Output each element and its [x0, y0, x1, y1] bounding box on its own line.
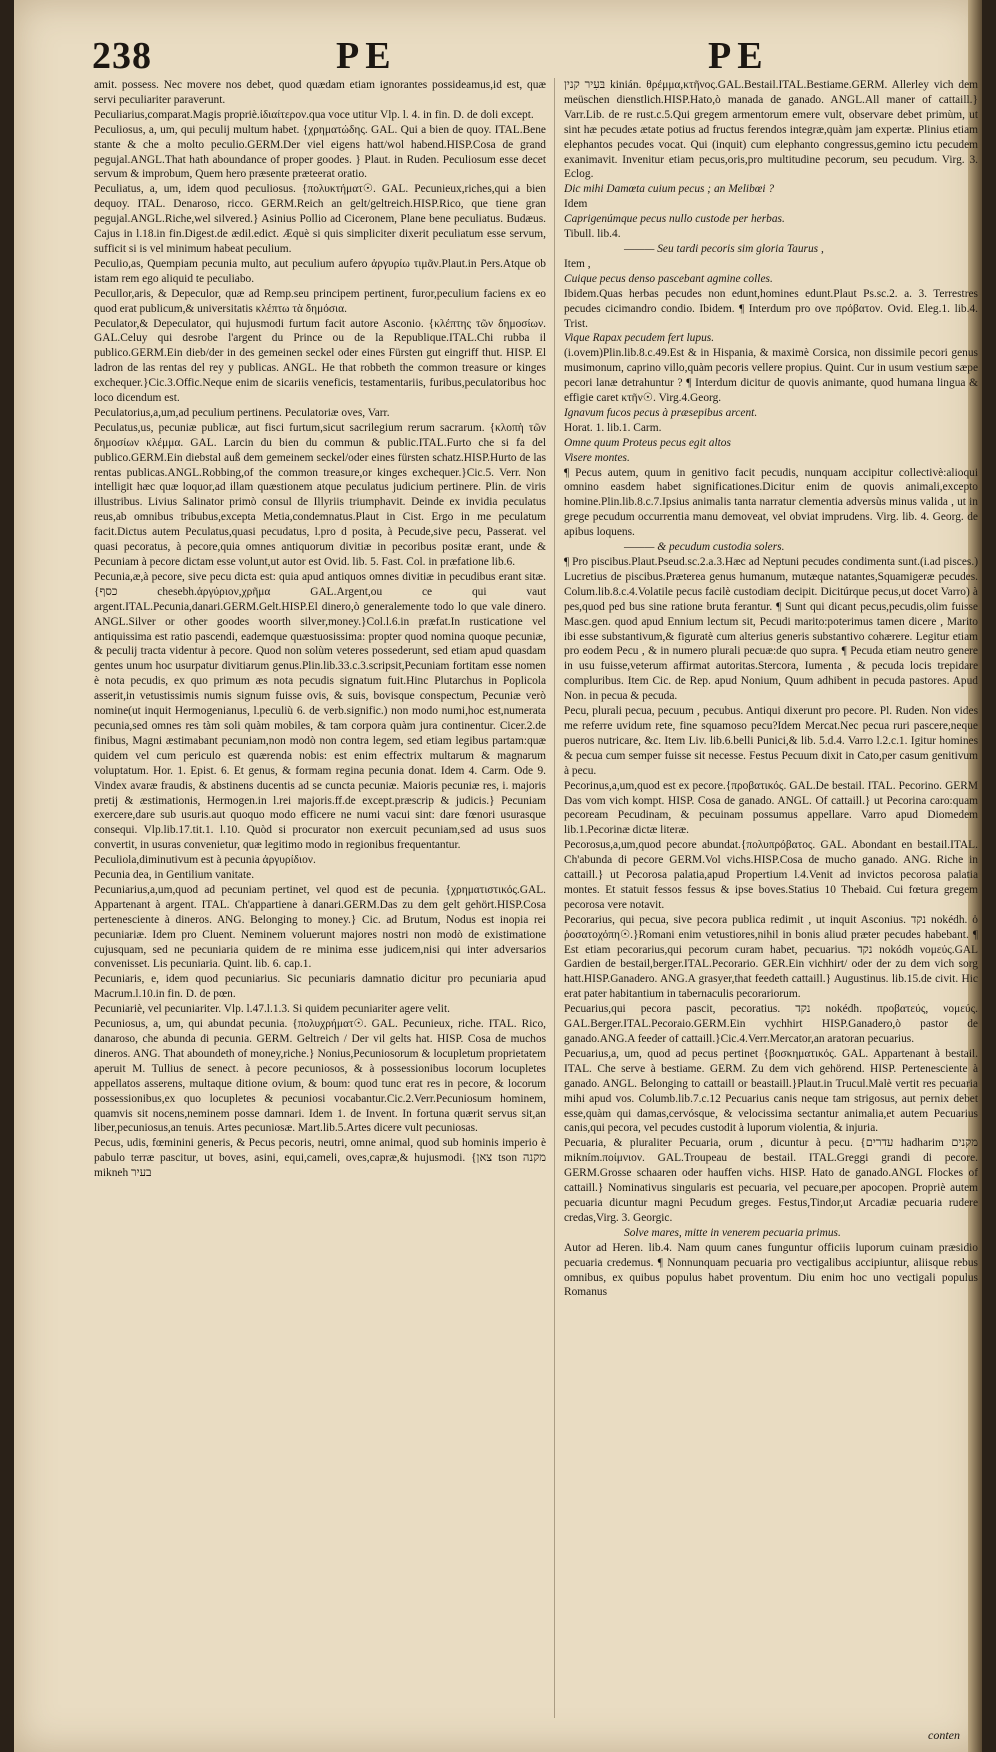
verse-quotation: Caprigenúmque pecus nullo custode per herbas.: [564, 213, 785, 226]
catchword: conten: [928, 1728, 960, 1742]
entry-text: Peculatus,us, pecuniæ publicæ, aut fisci furtum,sicut sacrilegium rerum sacrarum. {κλοπὴ τῶν δημοσίων κλέμμα. GAL. Larcin du bien du commun & public.ITAL.Furto che si fa del publico.GERM.Ein diebstal auß dem gemeinem seckel/oder eines fürsten schatz.HISP.Hurto de las rentas publicas.ANGL.Robbing,of the common treasure,or kinges exchequer.}Cic.5. Verr. Non intelligit hæc quæ loquor,ad illam quæstionem atque peculatus judicium pertinere. Plin. de viris illustribus. Livius Salinator primò consul de Illyriis triumphavit. Deinde ex invidia peculatus reus,ab omnibus tribubus,excepta Metia,condemnatus.Plaut in Cist. Ergo in me peculatum facit.Dictus autem Peculatus,quasi pecudatus, l.pro d posita, à Pecude,sive pecu, Passerat. vel quasi pecoratus, à pecore,quia omnes antiquorum divitiæ in pecoribus positæ erant, unde & Pecuniam à pecore dictam esse volunt,ut autor est Ovid. lib. 5. Fast. Col. in præfatione lib.6.: [94, 421, 546, 568]
entry-text: Pecuniaris, e, idem quod pecuniarius. Sic pecuniaris damnatio dicitur pro pecuniaria apud Macrum.l.10.in fin. D. de pœn.: [94, 973, 546, 1001]
entry-text: בּעִיר קנין kinián. θρέμμα,κτῆνος.GAL.Bestail.ITAL.Bestiame.GERM. Allerley vich dem meüschen dienstlich.HISP.Hato,ò manada de ganado. ANGL.All maner of cattaill.} Varr.Lib. de re rust.c.5.Qui gregem armentorum emere vult, observare debet primùm, ut sint hæ pecudes ætate potius ad fructus ferendos integræ,quàm jam expertæ. Plinius etiam elephantos pecudes vocat. Qui (inquit) cum elephanto congressus,gemino ictu pecudem exanimavit. Invenitur etiam pecus,oris,pro multitudine pecorum, seu pecudum. Virg. 3. Eclog.: [564, 79, 978, 181]
verse-quotation: Visere montes.: [564, 451, 630, 464]
entry-text: (i.ovem)Plin.lib.8.c.49.Est & in Hispania, & maximè Corsica, non dissimile pecori genus musimonum, caprino villo,quàm pecoris vellere propius. Quint. Cur in usum vestium sæpe pecori lanæ detrahuntur ? ¶ Interdum dicitur de quovis animante, quod humana lingua & effigie caret κτῆν☉. Virg.4.Georg.: [564, 347, 978, 405]
entry-text: Peculator,& Depeculator, qui hujusmodi furtum facit autore Asconio. {κλέπτης τῶν δημοσίων. GAL.Celuy qui desrobe l'argent du Prince ou de la Republique.ITAL.Chi rubba il publico.GERM.Ein dieb/der in des gemeinen seckel oder eines Fürsten gut eingriff thut. HISP. El ladron de las rentas del rey y publicas. ANGL. He that robbeth the common treasure or kinges exchequer.}Cic.3.Offic.Neque enim de sicariis veneficis, testamentariis, furibus,peculatoribus hoc loco dicendum est.: [94, 317, 546, 405]
entry-text: Pecorarius, qui pecua, sive pecora publica redimit , ut inquit Asconius. נקד nokédh. ὁ ῥοσατοχόπη☉.}Romani enim vetustiores,nihil in bonis aliud præter pecudes habebant. ¶ Est etiam pecorarius,qui pecorum curam habet, pecuarius. נקד nokódh νομεύς.GAL Gardien de bestail,berger.ITAL.Pecorario. GER.Ein vichhirt/ oder der zu dem vich sorg hatt.HISP.Ganadero. ANG.A grasyer,that feedeth cattaill.} Augustinus. lib.15.de civit. Hic erat pater habitantium in tabernaculis pecorariorum.: [564, 913, 978, 1001]
verse-quotation: ——— & pecudum custodia solers.: [624, 541, 785, 554]
page-header: [14, 30, 982, 78]
page-number: 238: [92, 35, 152, 77]
citation-source: Idem: [564, 198, 588, 211]
entry-text: Pecorosus,a,um,quod pecore abundat.{πολυπρόβατος. GAL. Abondant en bestail.ITAL. Ch'abunda di pecore GERM.Vol vichs.HISP.Cosa de mucho ganado. ANG. Riche in cattaill.} ut Pecorosa palatia,apud Propertium l.4.Venit ad invictos pecorosa palatia montes. Et statuit fessos fessus & ipse boves.Statius 10 Thebaid. Cui fœtura gregem pecorosa vere notavit.: [564, 839, 978, 911]
column-divider: [554, 78, 555, 1718]
verse-quotation: Omne quum Proteus pecus egit altos: [564, 436, 731, 449]
entry-text: Peculio,as, Quempiam pecunia multo, aut peculium aufero ἀργυρίω τιμᾶν.Plaut.in Pers.Atque ob istam rem ego aliquid te peculiabo.: [94, 257, 546, 285]
citation-source: Horat. 1. lib.1. Carm.: [564, 421, 662, 434]
running-head-right: PE: [708, 35, 769, 77]
entry-text: Pecuarius,a, um, quod ad pecus pertinet {βοσκηματικός. GAL. Appartenant à bestail. ITAL. Che serve à bestiame. GERM. Zu dem vich gehörend. HISP. Pertenesciente à ganado. ANGL. Belonging to cattaill or beastaill.}Plaut.in Trucul.Malè vertit res pecuaria mihi apud vos. Columb.lib.7.c.12 Pecuarius canis neque tam strigosus, aut pernix debet esse,quàm qui damas,cervósque, & velocissima sectantur animalia,et autem Pecuarius canis,qui pecora, vel pecudes custodit à luporum violentia, & injuria.: [564, 1047, 978, 1135]
verse-quotation: ——— Seu tardi pecoris sim gloria Taurus ,: [624, 242, 824, 255]
entry-text: Pecuniarius,a,um,quod ad pecuniam pertinet, vel quod est de pecunia. {χρηματιστικός.GAL. Appartenant à argent. ITAL. Ch'appartiene à danari.GERM.Das zu dem gelt gehört.HISP.Cosa pertenesciente à dineros. ANG. Belonging to money.} Cic. ad Brutum, Nodus est inopia rei pecuniariæ. Idem pro Cluent. Neminem voluerunt majores nostri non modò de existimatione cujusquam, sed ne pecuniaria quidem de re minima esse judicem,nisi qui inter adversarios convenisset. Lis pecuniaria. Quint. lib. 6. cap.1.: [94, 883, 546, 971]
left-column: [94, 78, 546, 1728]
verse-quotation: Dic mihi Damœta cuium pecus ; an Melibœi ?: [564, 183, 775, 196]
entry-text: Peculiatus, a, um, idem quod peculiosus. {πολυκτήματ☉. GAL. Pecunieux,riches,qui a bien dequoy. ITAL. Denaroso, ricco. GERM.Reich an gelt/geltreich.HISP.Rico, que tiene gran pegujal.ANGL.Riche,wel silvered.} Asinius Pollio ad Ciceronem, Plane bene peculiatus. Budæus. Cajus in l.18.in fin.Digest.de ædil.edict. Æquè si quis simpliciter dixerit peculiatum esse servum, sufficit si is vel minimum habeat peculium.: [94, 183, 546, 255]
entry-text: Autor ad Heren. lib.4. Nam quum canes funguntur officiis luporum cuinam præsidio pecuaria credemus. ¶ Nonnunquam pecuaria pro vectigalibus accipiuntur, aliisque rebus omnibus, ex quibus populus habet proventum. Diu enim hoc uno vectigali populus Romanus: [564, 1241, 978, 1299]
verse-quotation: Ignavum fucos pecus à præsepibus arcent.: [564, 406, 758, 419]
entry-text: Pecuniosus, a, um, qui abundat pecunia. {πολυχρήματ☉. GAL. Pecunieux, riche. ITAL. Rico, danaroso, che abunda di pecunia. GERM. Geltreich / Der vil gelts hat. HISP. Cosa de muchos dineros. ANG. That aboundeth of money,riche.} Nonius,Pecuniosorum & locupletum proprietatem aperuit M. Tullius de senect. à pecore pecuniosos, & à possessionibus locorum locupletes appellatos asserens, multaque ditione ovium, & boum: quod tunc erat res in pecore, & locorum possessionibus,ex quo locupletes & pecuniosi vocabantur.Cic.2.Verr.Pecuniosum hominem, quamvis sit nocens,neminem posse damnari. Idem 1. de Invent. In fortuna quærit servus sit,an liber,pecuniosus,an tenuis. Artes pecuniosæ. Mart.lib.5.Artes dicere vult pecuniosas.: [94, 1018, 546, 1135]
book-page: [14, 0, 982, 1752]
citation-source: Item ,: [564, 257, 591, 270]
entry-text: Pecuaria, & pluraliter Pecuaria, orum , dicuntur à pecu. {עדרים hadharim מקנים mikním.ποίμνιον. GAL.Troupeau de bestail. ITAL.Greggi grandi di pecore. GERM.Grosse schaaren oder hauffen vichs. HISP. Hato de ganado.ANGL Flockes of cattaill.} Nominativus singularis est pecuaria, vel pecuare,per apocopen. Propriè autem pecuaria dicuntur magni Pecudum greges. Festus,Tindor,ut Arcadiæ pecuaria rudere credas,Virg. 3. Georgic.: [564, 1137, 978, 1224]
entry-text: Peculiosus, a, um, qui peculij multum habet. {χρηματώδης. GAL. Qui a bien de quoy. ITAL.Bene stante & che a molto peculio.GERM.Der viel eigens hatt/wol habend.HISP.Cosa de grand pegujal.ANGL.That hath aboundance of proper goodes. } Plaut. in Ruden. Peculiosum esse decet servum & improbum, Quem hero præsente præteerat oratio.: [94, 123, 546, 181]
entry-text: ¶ Pecus autem, quum in genitivo facit pecudis, nunquam accipitur collectivè:alioqui omnino easdem habet significationes.Dicitur enim de quovis animali,excepto homine.Plin.lib.8.c.7.Ipsius animalis tanta narratur clementia adversùs minus valida , ut in grege pecudum occurrentia manu demoveat, vel obviat imprudens. Virg. lib. 4. Georg. de apibus loquens.: [564, 466, 978, 539]
entry-text: Pecorinus,a,um,quod est ex pecore.{προβατικός. GAL.De bestail. ITAL. Pecorino. GERM Das vom vich kompt. HISP. Cosa de ganado. ANGL. Of cattaill.} ut Pecorina caro:quam pecoream Pecudinam, & pecuinam possumus appellare. Varro apud Diomedem lib.1.Pecorinæ dictæ literæ.: [564, 779, 978, 837]
right-column: [564, 78, 978, 1728]
entry-text: Peculatorius,a,um,ad peculium pertinens. Peculatoriæ oves, Varr.: [94, 406, 390, 419]
entry-text: Pecuarius,qui pecora pascit, pecoratius. נקד nokédh. προβατεύς, νομεύς. GAL.Berger.ITAL.Pecoraio.GERM.Ein vychhirt HISP.Ganadero,ò pastor de ganado.ANG.A feeder of cattaill.}Cic.4.Verr.Mercator,an aratoran pecuarius.: [564, 1003, 978, 1045]
entry-text: Pecus, udis, fœminini generis, & Pecus pecoris, neutri, omne animal, quod sub hominis imperio è pabulo terræ pascitur, ut boves, asini, equi,cameli, oves,capræ,& hujusmodi. {צאן tson מקנה mikneh בעיר: [94, 1137, 546, 1180]
entry-text: Pecullor,aris, & Depeculor, quæ ad Remp.seu principem pertinent, furor,peculium faciens ex eo quod erat publicum,& universitatis κλέπτω τὰ δημόσια.: [94, 287, 546, 315]
entry-text: Peculiarius,comparat.Magis propriè.ἰδιαίτερον.qua voce utitur Vlp. l. 4. in fin. D. de doli except.: [94, 108, 534, 121]
entry-text: Ibidem.Quas herbas pecudes non edunt,homines edunt.Plaut Ps.sc.2. a. 3. Terrestres pecudes cicimandro condio. Ibidem. ¶ Interdum pro ove πρόβατον. Ovid. Eleg.1. lib.4. Trist.: [564, 287, 978, 330]
entry-text: Pecunia dea, in Gentilium vanitate.: [94, 869, 255, 882]
verse-quotation: Vique Rapax pecudem fert lupus.: [564, 332, 715, 345]
entry-text: Pecuniariè, vel pecuniariter. Vlp. l.47.l.1.3. Si quidem pecuniariter agere velit.: [94, 1003, 450, 1016]
citation-source: Tibull. lib.4.: [564, 228, 621, 241]
entry-text: amit. possess. Nec movere nos debet, quod quædam etiam ignorantes possideamus,id est, quæ servi peculiariter paraverunt.: [94, 79, 546, 106]
entry-text: Pecunia,æ,à pecore, sive pecu dicta est: quia apud antiquos omnes divitiæ in pecudibus erant sitæ. {כסף chesebh.ἀργύριον,χρῆμα GAL.Argent,ou ce qui vaut argent.ITAL.Pecunia,danari.GERM.Gelt.HISP.El dinero,ò generalemente todo lo que vale dinero. ANGL.Silver or other goodes woorth silver,money.}Col.l.6.in præfat.In rusticatione vel antiquissima est ratio pascendi, eademque quæstuosissima: propter quod nomina quoque pecuniæ, & peculij tracta videntur à pecore. Quod non solùm veteres possederunt, sed etiam apud quasdam gentes unum hoc usurpatur divitiarum genus.Plin.lib.33.c.3.scripsit,Pecuniam fortitam esse nomen è nota pecudis, ex quo primum æs nota pecudis signatum fuit.Hinc Plutarchus in Poplicola asserit,in vetustissimis numis signum fuisse ovis, & suis, bovisque conspectum, Pecuniæ verò nomine(ut inquit Hermogenianus, l.peculiù 6. de verb.signific.) non modo numi,hoc est,numerata pecunia,sed omnes res tàm soli quàm mobiles, & tam corpora quàm jura continentur. Cicer.2.de finibus, Magni æstimabant pecuniam,non modò non contra legem, sed etiam legibus partam:quæ quidem vel cum periculo est quærenda nobis: est enim effectrix multarum & magnarum voluptatum. Hor. 1. Epist. 6. Et genus, & formam regina pecunia donat. Idem 4. Carm. Ode 9. Vindex avaræ fraudis, & abstinens ducentis ad se cuncta pecuniæ. Maioris pecuniæ res, i. majoris pretij & æstimationis, Hermogen.in l.rei majoris.ff.de except.præscrip & judicis.} Pecuniam exercere,dare sub usuris.aut quoquo modo efficere ne numi vacui sint: dare fœnori usurasque consequi. Vlp.lib.17.tit.1. l.10. Quòd si procurator non exercuit pecuniam,sed ad usus suos convertit, in usuras convenietur, quæ legitimo modo in regionibus frequentantur.: [94, 570, 546, 852]
entry-text: ¶ Pro piscibus.Plaut.Pseud.sc.2.a.3.Hæc ad Neptuni pecudes condimenta sunt.(i.ad pisces.) Lucretius de piscibus.Præterea genus humanum, mutæque natantes,Squamigeræ pecudes. Colum.lib.8.c.4.Volatile pecus facilè custodiam decipit. Dicitúrque pecus,ut docet Varro) à pes,quod ped bus sine ratione bruta ferantur. ¶ Sunt qui dicant pecus,pecudis,olim fuisse Masc.gen. quod apud Ennium lectum sit, Pecudi marito:poterimus tamen dicere , Marito ibi esse substantivum,& figuratè cum alterius generis substantivo cohærere. Legitur etiam pro eodem Pecu , & in numero plurali pecuæ:de quo supra. ¶ Pecuda etiam neutro genere in usu fuisse,veterum affirmat autoritas.Stercora, Iumenta , & pecuda locis trepidare compluribus. Item Cic. de Rep. apud Nonium, Quum adhibent in pecuda pastores. Apud Non. in pecua & pecuda.: [564, 556, 978, 703]
entry-text: Peculiola,diminutivum est à pecunia ἀργυρίδιον.: [94, 854, 316, 867]
entry-text: Pecu, plurali pecua, pecuum , pecubus. Antiqui dixerunt pro pecore. Pl. Ruden. Non vides me referre uvidum rete, fine squamoso pecu?Idem Mercat.Nec pecua ruri pascere,neque pueros nutricare, &c. Item Liv. lib.6.belli Punici,& lib. 5.d.4. Varro l.2.c.1. Igitur homines & pecua cum semper fuisse sit necesse. Festus Pecuum dixit in Cato,per casum genitivum à pecu.: [564, 705, 978, 777]
verse-quotation: Cuique pecus denso pascebant agmine colles.: [564, 272, 773, 285]
running-head-left: PE: [336, 35, 397, 77]
verse-quotation: Solve mares, mitte in venerem pecuaria primus.: [624, 1226, 841, 1239]
